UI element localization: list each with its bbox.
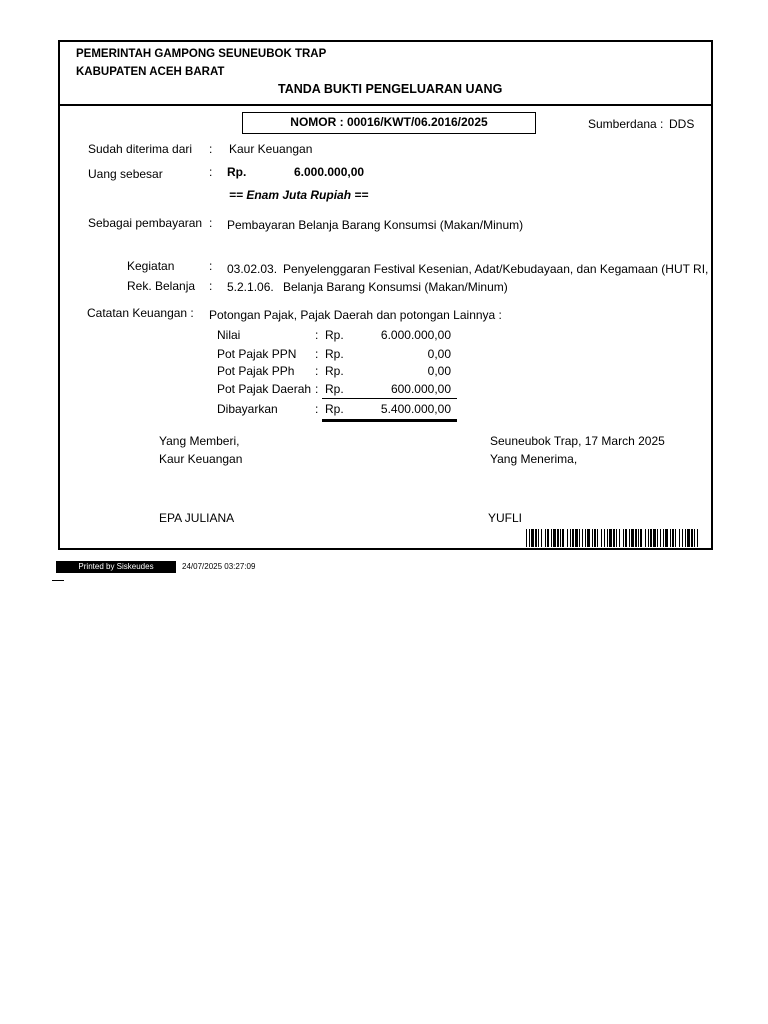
giver-name: EPA JULIANA — [159, 511, 235, 525]
rek-colon: : — [209, 279, 213, 293]
row-ppn-label: Pot Pajak PPN — [217, 347, 297, 361]
row-ppn-currency: Rp. — [325, 347, 344, 361]
uang-currency: Rp. — [227, 165, 247, 179]
bottom-border — [58, 548, 713, 550]
row-pajak-daerah-value: 600.000,00 — [390, 382, 451, 396]
diterima-label: Sudah diterima dari — [88, 142, 193, 156]
uang-label: Uang sebesar — [88, 167, 163, 181]
sumberdana-value: DDS — [669, 117, 695, 131]
giver-line1: Yang Memberi, — [159, 434, 240, 448]
receiver-line: Yang Menerima, — [490, 452, 578, 466]
uang-colon: : — [209, 165, 213, 179]
row-pph-colon: : — [315, 364, 319, 378]
rek-label: Rek. Belanja — [127, 279, 196, 293]
terbilang: == Enam Juta Rupiah == — [229, 188, 369, 202]
diterima-colon: : — [209, 142, 213, 156]
pembayaran-colon: : — [209, 216, 213, 230]
row-nilai-colon: : — [315, 328, 319, 342]
row-dibayarkan-label: Dibayarkan — [217, 402, 278, 416]
row-nilai-value: 6.000.000,00 — [380, 328, 451, 342]
nomor-box: NOMOR : 00016/KWT/06.2016/2025 — [242, 112, 536, 134]
row-dibayarkan-value: 5.400.000,00 — [380, 402, 451, 416]
receiver-name: YUFLI — [488, 511, 523, 525]
total-line — [322, 419, 457, 422]
sumberdana-label: Sumberdana : — [588, 117, 664, 131]
barcode-icon — [526, 529, 699, 547]
org-line1: PEMERINTAH GAMPONG SEUNEUBOK TRAP — [76, 48, 327, 60]
document-title: TANDA BUKTI PENGELUARAN UANG — [278, 82, 503, 96]
row-ppn-colon: : — [315, 347, 319, 361]
giver-line2: Kaur Keuangan — [159, 452, 243, 466]
pembayaran-value: Pembayaran Belanja Barang Konsumsi (Makan/Minum) — [227, 218, 524, 232]
kegiatan-code: 03.02.03. — [227, 262, 278, 276]
kegiatan-colon: : — [209, 259, 213, 273]
row-pph-currency: Rp. — [325, 364, 344, 378]
place-date: Seuneubok Trap, 17 March 2025 — [490, 434, 665, 448]
row-dibayarkan-colon: : — [315, 402, 319, 416]
pembayaran-label: Sebagai pembayaran — [88, 216, 203, 230]
row-pajak-daerah-currency: Rp. — [325, 382, 344, 396]
printed-by-badge: Printed by Siskeudes — [56, 561, 176, 573]
row-dibayarkan-currency: Rp. — [325, 402, 344, 416]
row-nilai-label: Nilai — [217, 328, 241, 342]
rek-value: Belanja Barang Konsumsi (Makan/Minum) — [283, 280, 508, 294]
kegiatan-value: Penyelenggaran Festival Kesenian, Adat/Kebudayaan, dan Kegamaan (HUT RI, — [283, 262, 709, 276]
row-pph-label: Pot Pajak PPh — [217, 364, 295, 378]
subtotal-line — [322, 398, 457, 399]
row-pph-value: 0,00 — [427, 364, 451, 378]
org-line2: KABUPATEN ACEH BARAT — [76, 66, 225, 78]
row-pajak-daerah-label: Pot Pajak Daerah — [217, 382, 312, 396]
print-timestamp: 24/07/2025 03:27:09 — [182, 562, 256, 571]
margin-mark — [52, 580, 64, 581]
uang-value: 6.000.000,00 — [294, 165, 365, 179]
rek-code: 5.2.1.06. — [227, 280, 274, 294]
catatan-intro: Potongan Pajak, Pajak Daerah dan potongan Lainnya : — [209, 308, 502, 322]
header-divider — [58, 104, 713, 106]
kegiatan-label: Kegiatan — [127, 259, 175, 273]
row-pajak-daerah-colon: : — [315, 382, 319, 396]
diterima-value: Kaur Keuangan — [229, 142, 313, 156]
row-nilai-currency: Rp. — [325, 328, 344, 342]
catatan-label: Catatan Keuangan : — [87, 306, 194, 320]
row-ppn-value: 0,00 — [427, 347, 451, 361]
